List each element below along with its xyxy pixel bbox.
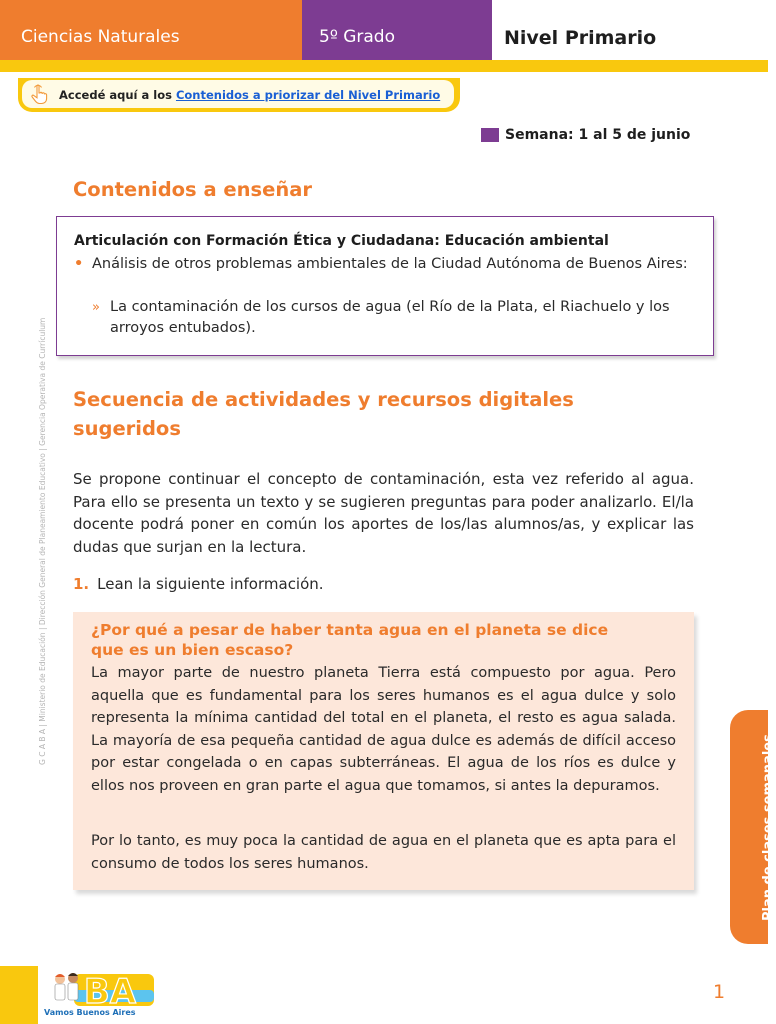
bullet-marker: • bbox=[74, 256, 84, 272]
reading-paragraph-1: La mayor parte de nuestro planeta Tierra está compuesto por agua. Pero aquella que es fundamental para los seres humanos es el agua dulce y solo representa la mínima cantidad del total en el planeta, el resto es agua salada. La mayoría de esa pequeña cantidad de agua dulce es además de difícil acceso por estar congelada o en capas subterráneas. El agua de los ríos es dulce y ellos nos proveen en gran parte el agua que tomamos, si antes la depuramos. bbox=[91, 665, 676, 794]
week-label: Semana: 1 al 5 de junio bbox=[505, 127, 691, 143]
header-grade-block bbox=[302, 0, 492, 60]
header-subject: Ciencias Naturales bbox=[21, 27, 180, 47]
reading-paragraph-2: Por lo tanto, es muy poca la cantidad de agua en el planeta que es apta para el consumo de todos los seres humanos. bbox=[91, 833, 676, 872]
contents-bullet bbox=[74, 254, 694, 275]
contents-banner bbox=[18, 78, 460, 112]
header-subject-block bbox=[0, 0, 302, 60]
reading-box bbox=[73, 612, 694, 890]
sequence-intro: Se propone continuar el concepto de contaminación, esta vez referido al agua. Para ello se presenta un texto y se sugieren preguntas para poder analizarlo. El/la docente podrá poner en común los aportes de los/las alumnos/as, y explicar las dudas que surjan en la lectura. bbox=[73, 470, 694, 556]
sub-bullet-marker: » bbox=[92, 300, 100, 315]
contents-box bbox=[56, 216, 714, 356]
header-grade: 5º Grado bbox=[319, 27, 396, 47]
contents-box-title: Articulación con Formación Ética y Ciudadana: Educación ambiental bbox=[74, 233, 609, 249]
banner-prefix: Accedé aquí a los bbox=[59, 88, 176, 102]
footer-yellow-bar bbox=[0, 966, 38, 1024]
contents-priority-link[interactable]: Contenidos a priorizar del Nivel Primario bbox=[175, 88, 441, 102]
side-credit: G C A B A | Ministerio de Educación | Dirección General de Planeamiento Educativo | Gerencia Operativa de Currículum bbox=[38, 317, 47, 765]
week-marker bbox=[481, 128, 499, 142]
step-text: Lean la siguiente información. bbox=[97, 575, 324, 593]
contents-bullet-text: Análisis de otros problemas ambientales de la Ciudad Autónoma de Buenos Aires: bbox=[92, 256, 688, 272]
header-yellow-bar bbox=[0, 60, 768, 72]
step-one bbox=[73, 573, 694, 596]
reading-title: ¿Por qué a pesar de haber tanta agua en el planeta se dice que es un bien escaso? bbox=[91, 621, 609, 659]
section-heading-contents: Contenidos a enseñar bbox=[73, 178, 312, 201]
logo-caption: Vamos Buenos Aires bbox=[44, 1008, 136, 1017]
logo-letters: BA bbox=[83, 972, 137, 1012]
header-level: Nivel Primario bbox=[504, 27, 657, 49]
contents-sub-bullet bbox=[92, 297, 694, 339]
page-number: 1 bbox=[713, 981, 726, 1003]
step-number: 1. bbox=[73, 575, 90, 593]
header-level-block bbox=[492, 0, 768, 60]
contents-sub-bullet-text: La contaminación de los cursos de agua (el Río de la Plata, el Riachuelo y los arroyos entubados). bbox=[110, 299, 670, 336]
banner-inner bbox=[22, 80, 454, 108]
banner-text bbox=[59, 88, 440, 102]
side-tab-label: Plan de clases semanales bbox=[761, 734, 776, 921]
section-heading-sequence: Secuencia de actividades y recursos digitales sugeridos bbox=[73, 388, 574, 440]
pointing-hand-icon bbox=[30, 84, 48, 104]
